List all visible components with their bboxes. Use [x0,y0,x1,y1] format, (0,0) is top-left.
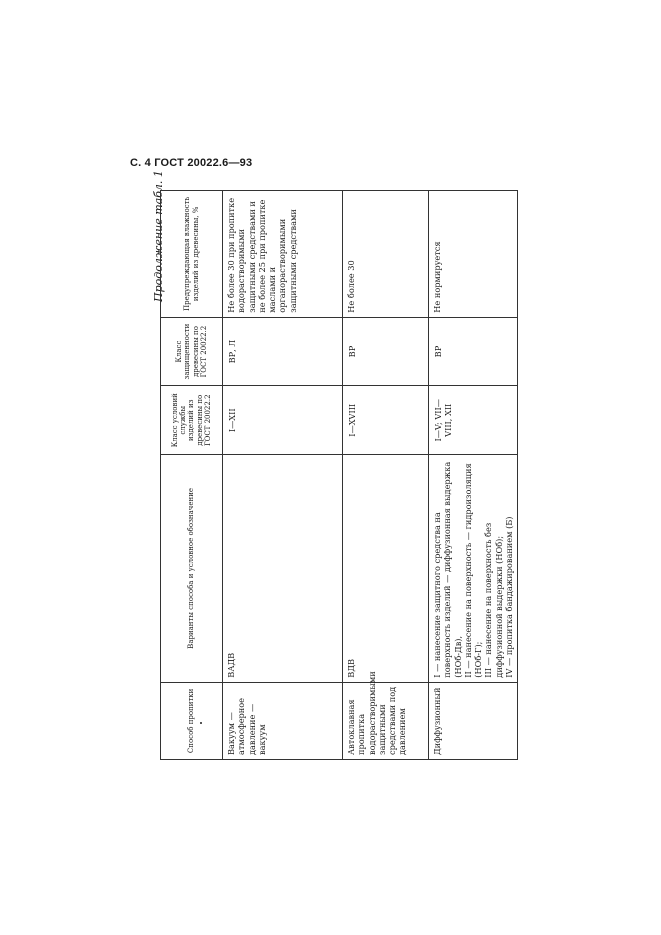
header-method: Способ пропитки [161,682,223,759]
page-header: С. 4 ГОСТ 20022.6—93 [130,157,253,169]
variant-line: II — нанесение на поверхность — гидроизоляция (НОб-Г); [462,463,483,678]
cell-variant [429,455,518,683]
cell-humidity: Не более 30 при пропитке водорастворимыми защитными средствами и не более 25 при пропитке маслами и органорастворимыми защитными средствами [223,191,343,318]
cell-service-class: I—XII [223,386,343,455]
scan-speck [200,722,202,724]
table-header-row [161,191,223,760]
table-caption: Продолжение табл. 1 [152,170,165,302]
cell-protection-class: ВР, Л [223,317,343,386]
table-row [223,191,343,760]
rotated-table-container [160,190,514,760]
table-row [343,191,429,760]
cell-service-class: I—XVIII [343,386,429,455]
variant-line: I — нанесение защитного средства на поверхность изделий — диффузионная выдержка (НОб-Дв), [432,461,463,678]
cell-variant: ВАДВ [223,455,343,683]
cell-method: Диффузионный [429,682,518,759]
header-variant: Варианты способа и условное обозначение [161,455,223,683]
variant-line: III — нанесение на поверхность без диффузионной выдержки (НОб); [483,522,504,678]
header-protection-class: Класс защищенности древесины по ГОСТ 20022.2 [161,317,223,386]
cell-method: Вакуум — атмосферное давление — вакуум [223,682,343,759]
cell-service-class: I—V; VII—VIII, XII [429,386,518,455]
header-humidity: Предупреждающая влажность изделий из древесины, % [161,191,223,318]
cell-protection-class: ВР [343,317,429,386]
cell-variant: ВДВ [343,455,429,683]
cell-humidity: Не нормируется [429,191,518,318]
table-row [429,191,518,760]
cell-method: Автоклавная пропитка водорастворимыми защитными средствами под давлением [343,682,429,759]
variant-line: IV — пропитка бандажированием (Б) [503,516,514,678]
cell-humidity: Не более 30 [343,191,429,318]
cell-protection-class: ВР [429,317,518,386]
header-service-class: Класс условий службы изделий из древесины по ГОСТ 20022.2 [161,386,223,455]
impregnation-methods-table [160,190,518,760]
